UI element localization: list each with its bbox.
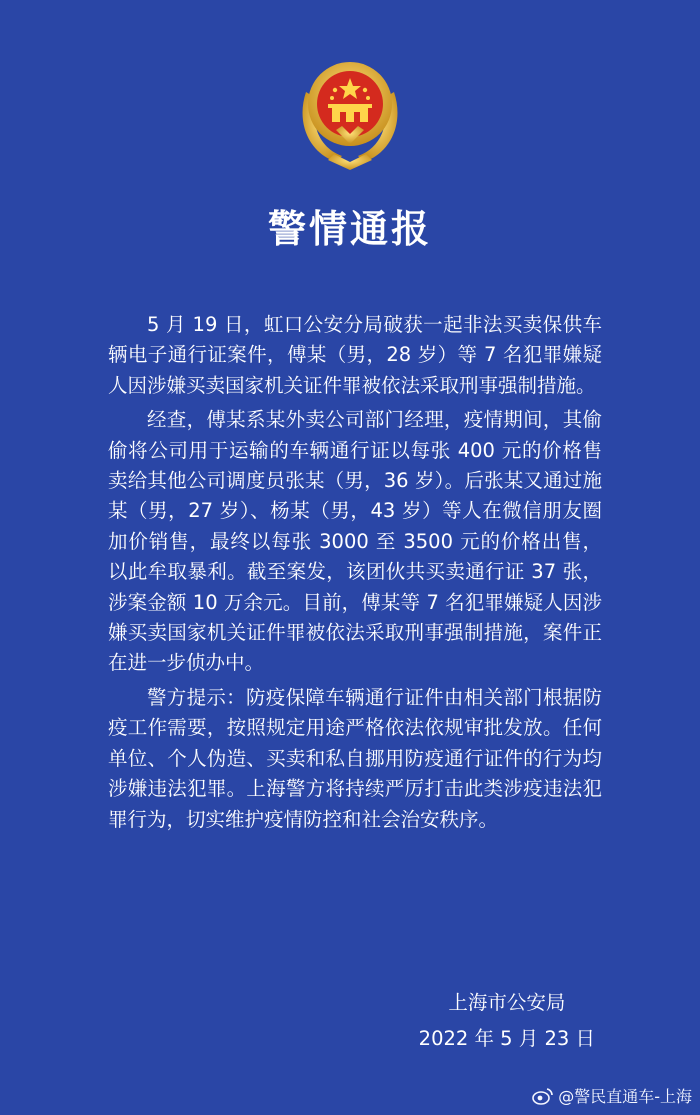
bulletin-body <box>108 310 602 839</box>
paragraph-investigation: 经查，傅某系某外卖公司部门经理，疫情期间，其偷偷将公司用于运输的车辆通行证以每张 400 元的价格售卖给其他公司调度员张某（男，36 岁）。后张某又通过施某（男，27 岁）、杨某（男，43 岁）等人在微信朋友圈加价销售，最终以每张 3000 至 3500 元的价格出售，以此牟取暴利。截至案发，该团伙共买卖通行证 37 张，涉案金额 10 万余元。目前，傅某等 7 名犯罪嫌疑人因涉嫌买卖国家机关证件罪被依法采取刑事强制措施，案件正在进一步侦办中。 <box>108 408 602 675</box>
weibo-icon <box>532 1087 554 1105</box>
signature-date: 2022 年 5 月 23 日 <box>418 1027 595 1050</box>
paragraph-case-summary: 5 月 19 日，虹口公安分局破获一起非法买卖保供车辆电子通行证案件，傅某（男，28 岁）等 7 名犯罪嫌疑人因涉嫌买卖国家机关证件罪被依法采取刑事强制措施。 <box>108 313 602 397</box>
page-title: 警情通报 <box>267 207 432 251</box>
police-emblem-icon <box>288 52 412 174</box>
signature-org: 上海市公安局 <box>448 991 566 1014</box>
paragraph-police-notice: 警方提示：防疫保障车辆通行证件由相关部门根据防疫工作需要，按照规定用途严格依法依规审批发放。任何单位、个人伪造、买卖和私自挪用防疫通行证件的行为均涉嫌违法犯罪。上海警方将持续严厉打击此类涉疫违法犯罪行为，切实维护疫情防控和社会治安秩序。 <box>108 685 602 831</box>
weibo-watermark <box>532 1084 692 1107</box>
signature-block <box>419 985 595 1057</box>
watermark-text: @警民直通车-上海 <box>558 1087 692 1106</box>
